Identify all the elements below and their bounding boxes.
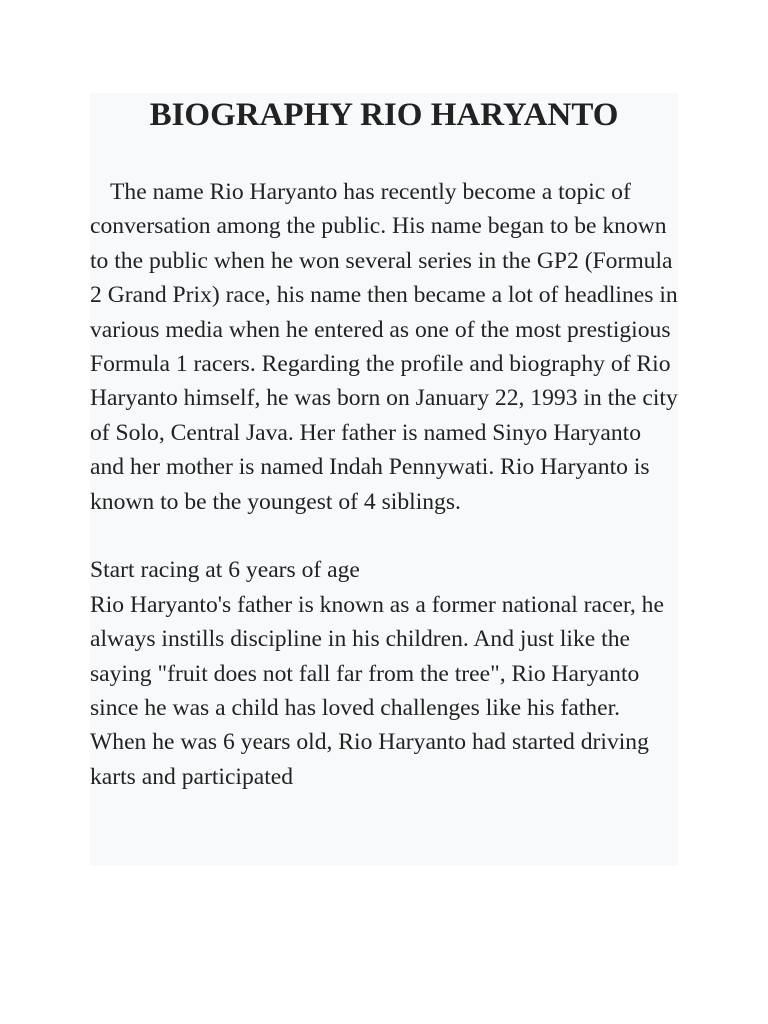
section-paragraph: Rio Haryanto's father is known as a former national racer, he always instills discipline in his children. And just like the saying "fruit does not fall far from the tree", Rio Haryanto since he was a child has loved challenges like his father. When he was 6 years old, Rio Haryanto had started driving karts and participated (90, 591, 664, 790)
section-heading: Start racing at 6 years of age (90, 557, 360, 584)
document-title: BIOGRAPHY RIO HARYANTO (149, 97, 619, 133)
intro-paragraph: The name Rio Haryanto has recently become a topic of conversation among the public. His name began to be known to the public when he won several series in the GP2 (Formula 2 Grand Prix) race, his name then became a lot of headlines in various media when he entered as one of the most prestigious Formula 1 racers. Regarding the profile and biography of Rio Haryanto himself, he was born on January 22, 1993 in the city of Solo, Central Java. Her father is named Sinyo Haryanto and her mother is named Indah Pennywati. Rio Haryanto is known to be the youngest of 4 siblings. (90, 179, 678, 515)
document-text-block (90, 93, 678, 866)
